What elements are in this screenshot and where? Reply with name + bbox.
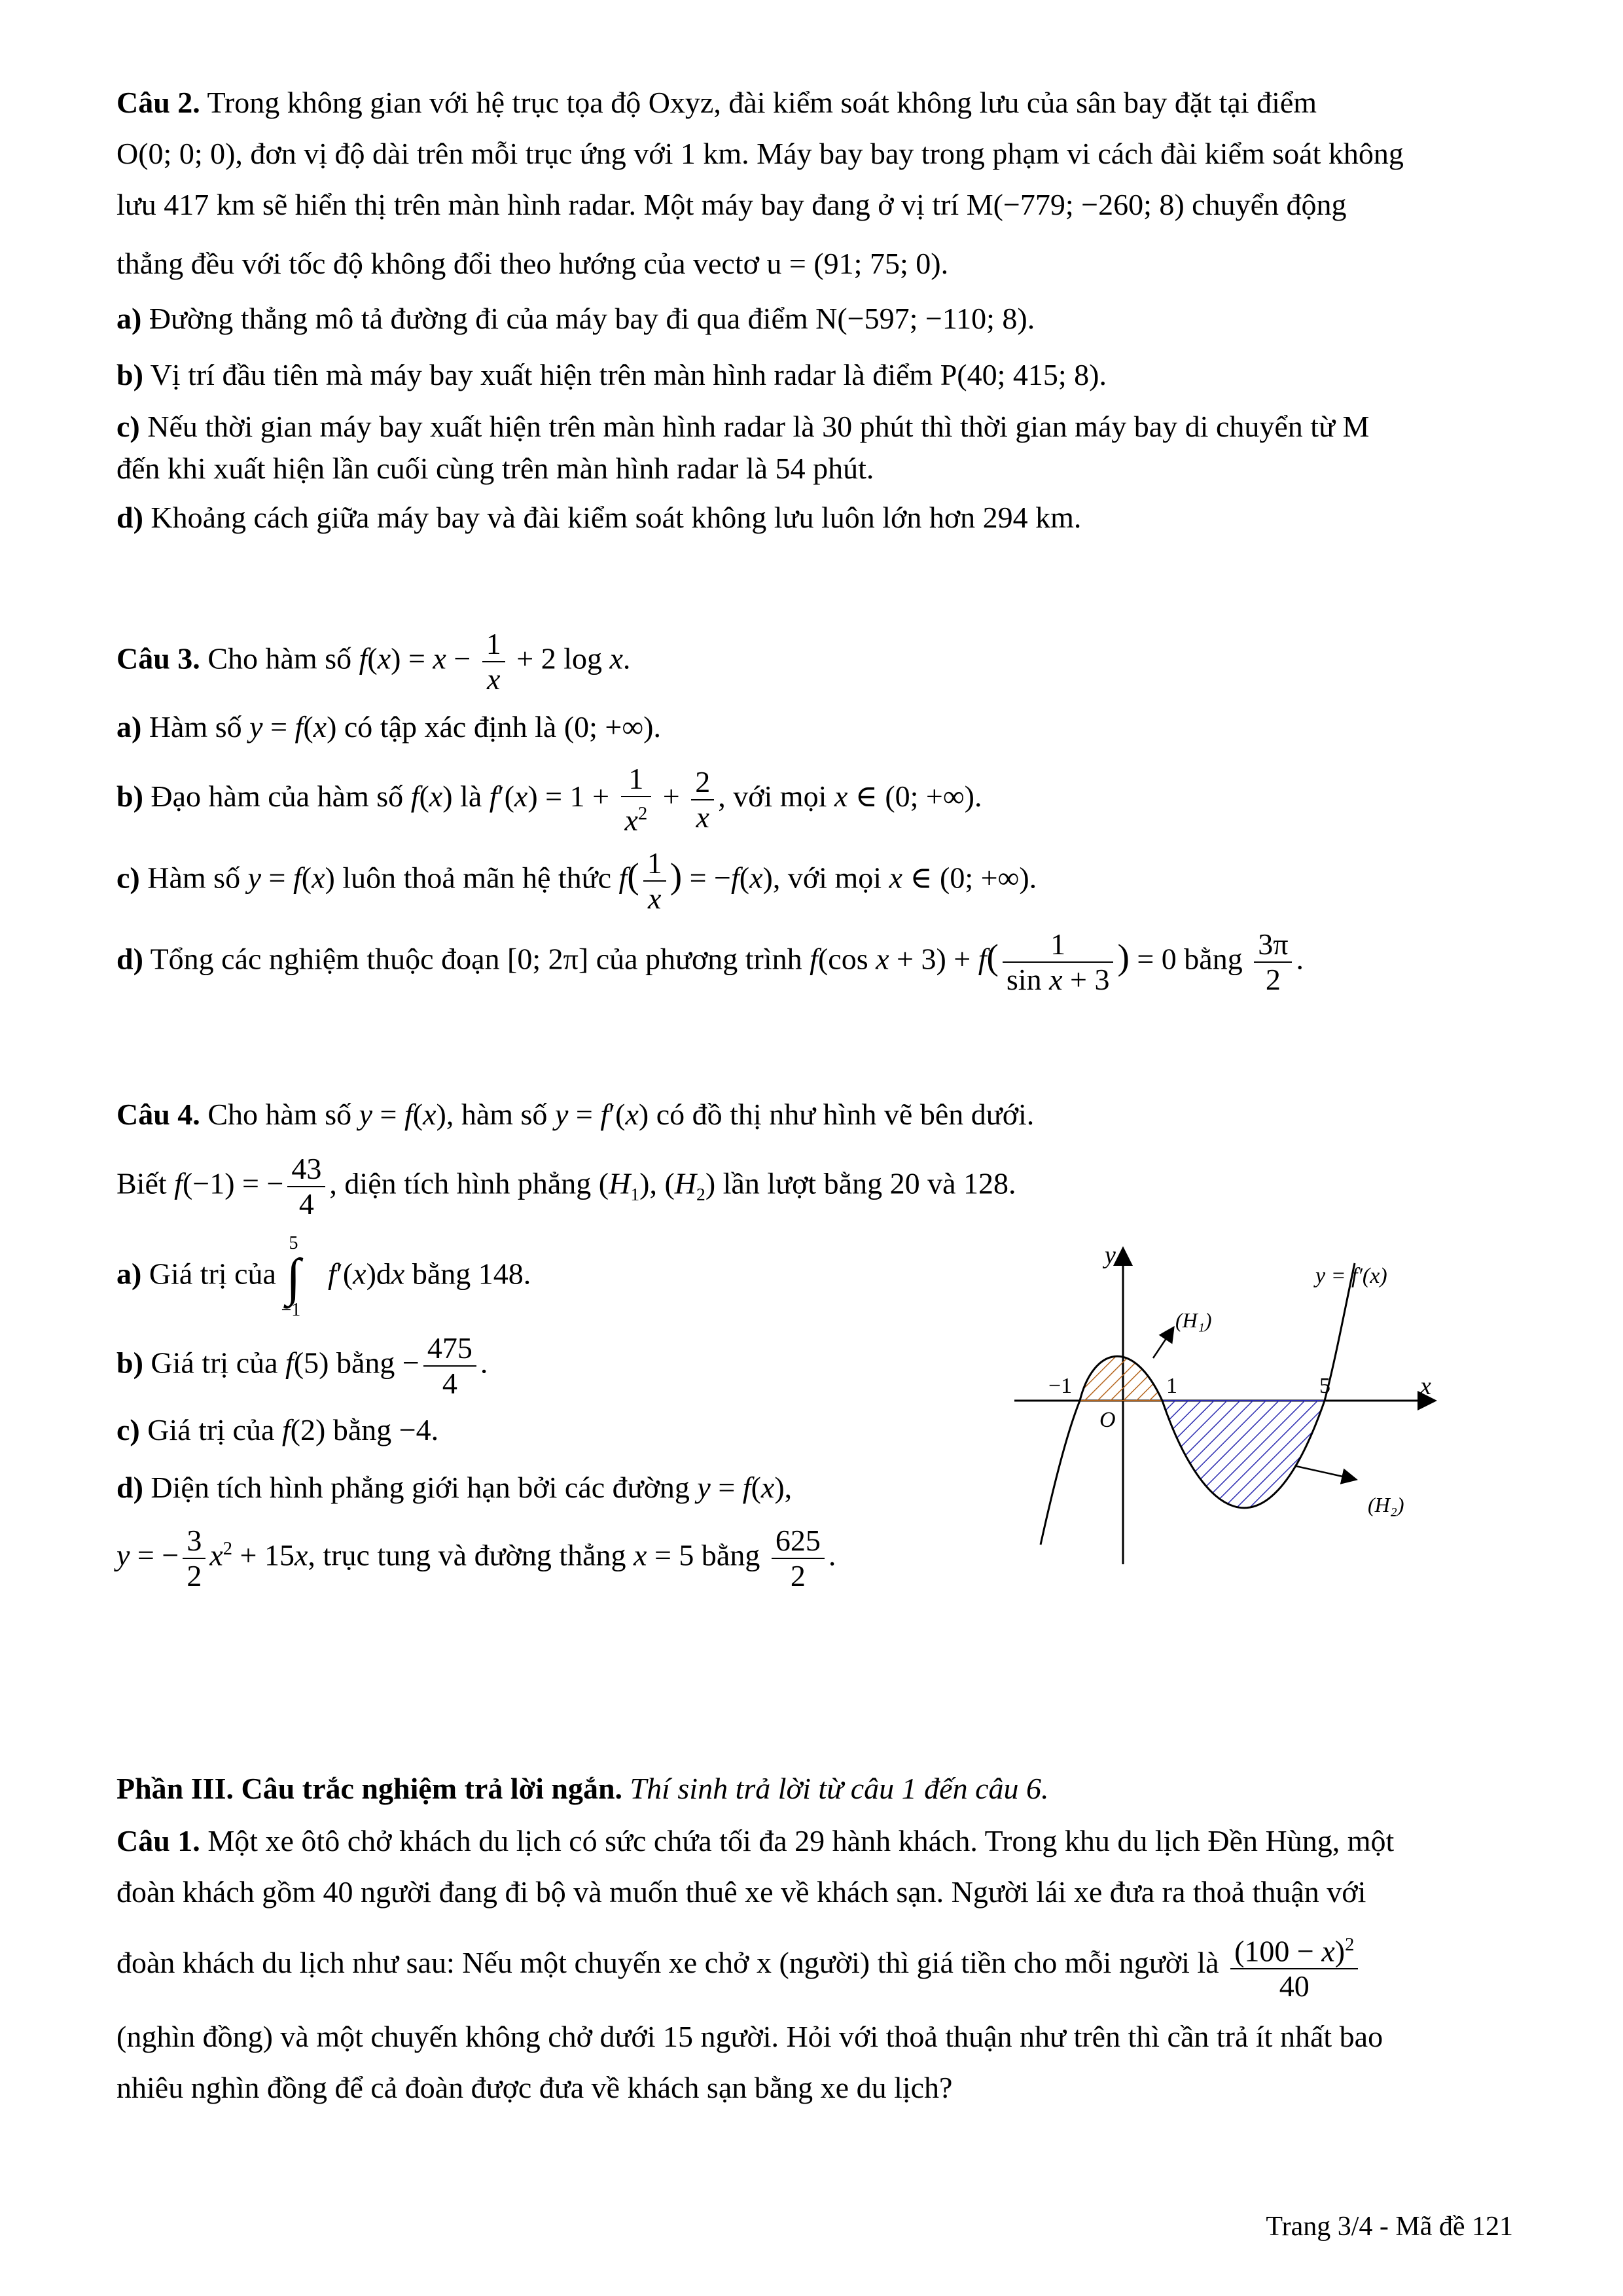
q2-option-d: d) Khoảng cách giữa máy bay và đài kiểm soát không lưu luôn lớn hơn 294 km. xyxy=(116,501,1082,534)
part3-q1-line-3: đoàn khách du lịch như sau: Nếu một chuyến xe chở x (người) thì giá tiền cho mỗi người là $\frac{(100 - x)^2}{40}$ xyxy=(116,1928,1517,2003)
q3-option-b: b) Đạo hàm của hàm số f(x) là f′(x) = 1 + $\frac{1}{x^2}$ + $\frac{2}{x}$ , với mọi x ∈ (0; +∞). xyxy=(116,762,982,837)
origin-label: O xyxy=(1099,1408,1116,1432)
q3-option-d: d) Tổng các nghiệm thuộc đoạn [0; 2π] của phương trình f(cos x + 3) + f( $\frac{1}{\text{sin x + 3}}$ ) = 0 bằng $\frac{3\pi}{2}$ . xyxy=(116,927,1304,997)
part-3 xyxy=(116,1763,1517,2113)
question-2 xyxy=(116,77,1517,543)
integral-sign: 5 ∫ −1 xyxy=(281,1233,301,1320)
part3-q1-line-5: nhiêu nghìn đồng để cả đoàn được đưa về khách sạn bằng xe du lịch? xyxy=(116,2071,953,2105)
derivative-graph xyxy=(1001,1237,1446,1577)
q2-option-c: c) Nếu thời gian máy bay xuất hiện trên màn hình radar là 30 phút thì thời gian máy bay di chuyển từ M đến khi xuất hiện lần cuối cùng trên màn hình radar là 54 phút. xyxy=(116,410,1370,485)
h2-label: (H₂) xyxy=(1368,1493,1404,1516)
q2-label: Câu 2. xyxy=(116,86,200,119)
q2-line-4: thẳng đều với tốc độ không đổi theo hướng của vectơ u = (91; 75; 0). xyxy=(116,247,949,280)
q3-stem: Câu 3. Cho hàm số f(x) = x − $\frac{1}{x}$ + 2 log x. xyxy=(116,627,631,696)
q4-given: Biết f(−1) = − $\frac{43}{4}$ , diện tích hình phẳng $(H_1)$, $(H_2)$ lần lượt bằng 20 và 128. xyxy=(116,1152,1016,1221)
question-3 xyxy=(116,627,1517,997)
q2-line-3: lưu 417 km sẽ hiển thị trên màn hình radar. Một máy bay đang ở vị trí M(−779; −260; 8) chuyển động xyxy=(116,188,1347,221)
q4-option-a: a) Giá trị của 5 ∫ −1 f′(x)dx bằng 148. xyxy=(116,1233,531,1320)
q4-option-d-line2: y = − $\frac{3}{2}$ $x^2 + 15x$, trục tung và đường thẳng x = 5 bằng $\frac{625}{2}$ . xyxy=(116,1524,836,1592)
q3-option-c: c) Hàm số y = f(x) luôn thoả mãn hệ thức f( $\frac{1}{x}$ ) = −f(x), với mọi x ∈ (0; +∞). xyxy=(116,846,1037,916)
h2-pointer xyxy=(1296,1466,1355,1479)
curve-label: y = f′(x) xyxy=(1315,1264,1387,1288)
q2-line-1: Câu 2. Trong không gian với hệ trục tọa độ Oxyz, đài kiểm soát không lưu của sân bay đặt tại điểm xyxy=(116,86,1317,119)
part3-heading: Phần III. Câu trắc nghiệm trả lời ngắn. Thí sinh trả lời từ câu 1 đến câu 6. xyxy=(116,1772,1049,1805)
page-footer: Trang 3/4 - Mã đề 121 xyxy=(1266,2212,1513,2242)
price-formula: $\frac{(100 - x)^2}{40}$ xyxy=(1230,1928,1358,2003)
tick-5: 5 xyxy=(1319,1374,1330,1398)
q4-option-c: c) Giá trị của f(2) bằng −4. xyxy=(116,1413,439,1446)
q2-option-a: a) Đường thẳng mô tả đường đi của máy bay đi qua điểm N(−597; −110; 8). xyxy=(116,302,1035,335)
y-axis-label: y xyxy=(1105,1242,1116,1269)
q3-option-a: a) Hàm số y = f(x) có tập xác định là (0; +∞). xyxy=(116,710,661,744)
part3-q1-line-2: đoàn khách gồm 40 người đang đi bộ và muốn thuê xe về khách sạn. Người lái xe đưa ra thoả thuận với xyxy=(116,1875,1366,1909)
tick-1: 1 xyxy=(1166,1374,1177,1398)
part3-q1-line-1: Câu 1. Một xe ôtô chở khách du lịch có sức chứa tối đa 29 hành khách. Trong khu du lịch Đền Hùng, một xyxy=(116,1824,1395,1857)
x-axis-label: x xyxy=(1420,1372,1431,1400)
q4-option-b: b) Giá trị của f(5) bằng − $\frac{475}{4}$ . xyxy=(116,1331,488,1400)
region-h2 xyxy=(1162,1401,1325,1508)
h1-label: (H₁) xyxy=(1175,1308,1212,1332)
q2-line-2: O(0; 0; 0), đơn vị độ dài trên mỗi trục ứng với 1 km. Máy bay bay trong phạm vi cách đài kiểm soát không xyxy=(116,137,1404,170)
h1-pointer xyxy=(1153,1329,1173,1358)
q4-option-d: d) Diện tích hình phẳng giới hạn bởi các đường y = f(x), xyxy=(116,1471,793,1504)
tick-neg1: −1 xyxy=(1048,1374,1073,1398)
q4-stem: Câu 4. Cho hàm số y = f(x), hàm số y = f′(x) có đồ thị như hình vẽ bên dưới. xyxy=(116,1098,1035,1131)
part3-q1-line-4: (nghìn đồng) và một chuyến không chở dưới 15 người. Hỏi với thoả thuận như trên thì cần trả ít nhất bao xyxy=(116,2020,1383,2054)
q2-option-b: b) Vị trí đầu tiên mà máy bay xuất hiện trên màn hình radar là điểm P(40; 415; 8). xyxy=(116,358,1107,391)
